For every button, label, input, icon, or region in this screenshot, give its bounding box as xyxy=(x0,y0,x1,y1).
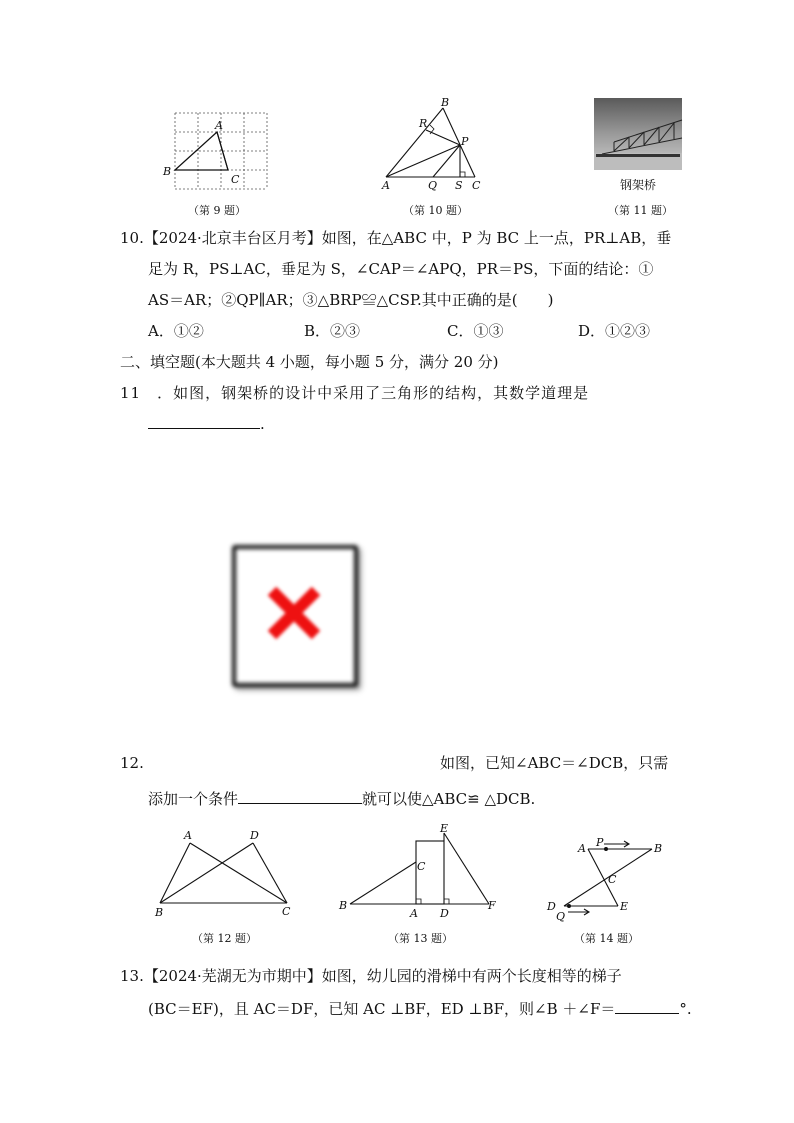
steel-bridge-photo xyxy=(594,98,682,170)
figure-13 xyxy=(336,822,506,920)
fig13-label-b: B xyxy=(339,899,348,912)
q10-option-c[interactable]: C．①③ xyxy=(447,322,504,340)
fig9-label-c: C xyxy=(231,173,240,186)
fig13-label-e: E xyxy=(440,822,449,835)
figure-14-diagram xyxy=(544,830,674,923)
q13-line-1: 13.【2024·芜湖无为市期中】如图，幼儿园的滑梯中有两个长度相等的梯子 xyxy=(120,967,622,985)
fig12-label-a: A xyxy=(184,829,192,842)
q11-period: . xyxy=(260,415,265,433)
fig10-label-s: S xyxy=(455,179,463,192)
q10-line-2: 足为 R，PS⊥AC，垂足为 S，∠CAP＝∠APQ，PR＝PS，下面的结论：① xyxy=(148,260,654,278)
figure-11-caption: （第 11 题） xyxy=(608,204,673,217)
fig10-label-r: R xyxy=(419,117,428,130)
broken-image-icon xyxy=(264,583,324,643)
fig10-label-c: C xyxy=(472,179,481,192)
figure-14-caption: （第 14 题） xyxy=(574,932,639,945)
q11-line-2 xyxy=(148,414,265,434)
q12-line-2 xyxy=(148,789,535,809)
figure-11-photo-label: 钢架桥 xyxy=(620,178,657,192)
section-2-heading: 二、填空题(本大题共 4 小题，每小题 5 分，满分 20 分) xyxy=(120,353,499,371)
q12-line-2a: 添加一个条件 xyxy=(148,790,239,808)
fig13-label-d: D xyxy=(440,907,449,920)
fig14-label-e: E xyxy=(620,900,629,913)
figure-9-caption: （第 9 题） xyxy=(188,204,246,217)
q12-answer-blank[interactable] xyxy=(238,789,362,804)
fig14-label-b: B xyxy=(654,842,663,855)
q10-line-1: 10.【2024·北京丰台区月考】如图，在△ABC 中，P 为 BC 上一点，PR⊥AB，垂 xyxy=(120,229,672,247)
fig9-label-a: A xyxy=(215,119,223,132)
q10-option-b[interactable]: B．②③ xyxy=(304,322,361,340)
q12-line-1: 如图，已知∠ABC＝∠DCB，只需 xyxy=(440,754,669,772)
broken-image-placeholder xyxy=(232,545,356,685)
figure-10 xyxy=(378,96,488,195)
figure-14 xyxy=(544,830,674,923)
q10-option-a[interactable]: A．①② xyxy=(148,322,204,340)
fig12-label-c: C xyxy=(282,905,291,918)
fig13-label-c: C xyxy=(417,860,426,873)
figure-10-diagram xyxy=(378,96,488,195)
q13-answer-blank[interactable] xyxy=(615,999,679,1014)
fig10-label-b: B xyxy=(441,96,450,109)
fig9-label-b: B xyxy=(163,165,172,178)
q12-number: 12. xyxy=(120,754,144,772)
figure-9 xyxy=(160,105,270,195)
q11-line-1: 11 ．如图，钢架桥的设计中采用了三角形的结构，其数学道理是 xyxy=(120,384,590,402)
fig10-label-q: Q xyxy=(428,179,438,192)
figure-13-diagram xyxy=(336,822,506,920)
fig14-label-p: P xyxy=(596,836,604,849)
fig14-label-c: C xyxy=(608,873,617,886)
fig12-label-b: B xyxy=(155,906,164,919)
fig13-label-a: A xyxy=(410,907,418,920)
figure-10-caption: （第 10 题） xyxy=(403,204,468,217)
q10-line-3: AS＝AR；②QP∥AR；③△BRP≌△CSP.其中正确的是( ) xyxy=(148,291,554,309)
figure-9-grid xyxy=(160,105,270,195)
q13-line-2a: (BC＝EF)，且 AC＝DF，已知 AC ⊥BF，ED ⊥BF，则∠B ＋∠F＝ xyxy=(148,1000,616,1018)
q13-line-2 xyxy=(148,999,692,1019)
fig14-label-d: D xyxy=(547,900,556,913)
fig13-label-f: F xyxy=(488,899,496,912)
figure-13-caption: （第 13 题） xyxy=(388,932,453,945)
fig10-label-p: P xyxy=(461,135,469,148)
figure-11 xyxy=(594,98,682,170)
fig10-label-a: A xyxy=(382,179,390,192)
fig14-label-q: Q xyxy=(556,910,566,923)
q12-line-2b: 就可以使△ABC≌ △DCB. xyxy=(362,790,536,808)
fig12-label-d: D xyxy=(250,829,259,842)
figure-12 xyxy=(150,825,300,920)
q13-line-2b: °. xyxy=(679,1000,692,1018)
figure-12-diagram xyxy=(150,825,300,920)
q11-answer-blank[interactable] xyxy=(148,414,260,429)
figure-12-caption: （第 12 题） xyxy=(192,932,257,945)
q10-option-d[interactable]: D．①②③ xyxy=(578,322,651,340)
fig14-label-a: A xyxy=(578,842,586,855)
